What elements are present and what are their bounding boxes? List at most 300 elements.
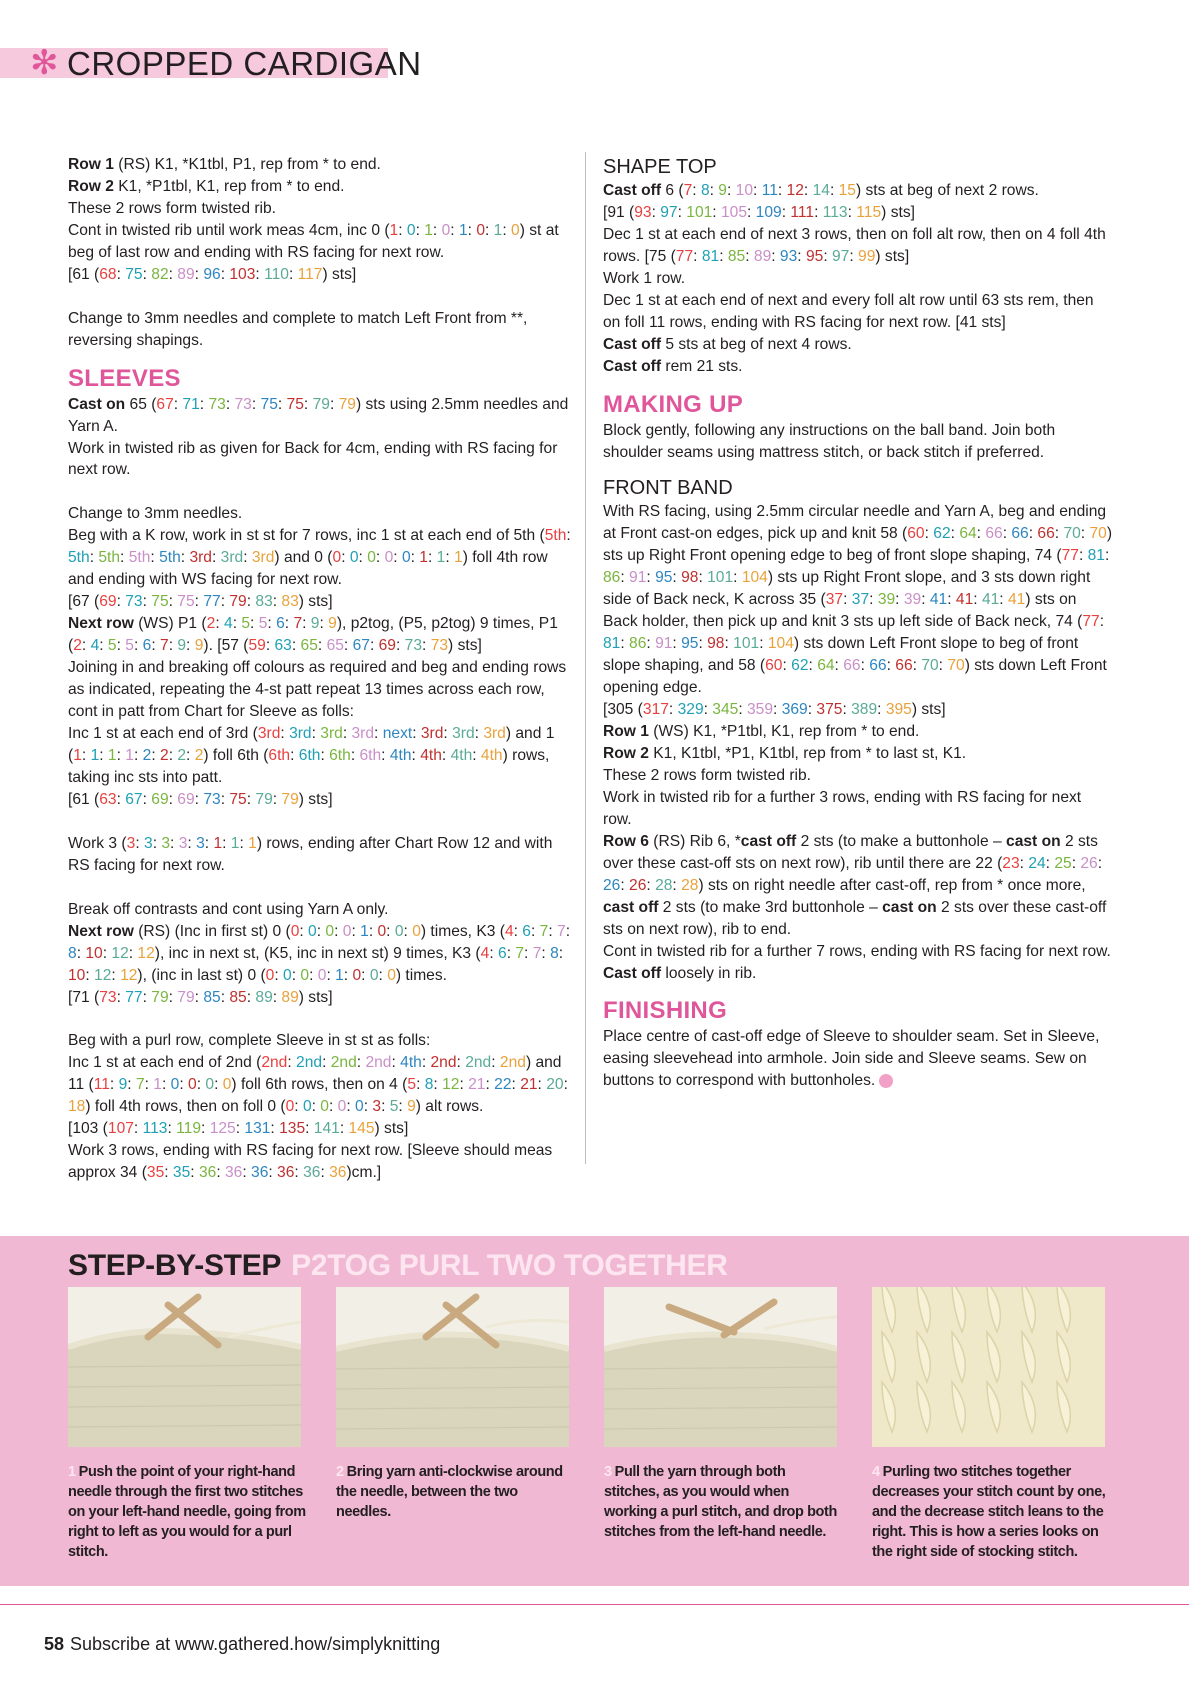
text-run: : xyxy=(204,834,214,852)
size-value: 98 xyxy=(707,635,725,653)
text-run: ) rows, taking inc sts into patt. xyxy=(68,746,550,786)
text-run: : xyxy=(284,615,294,633)
size-value: 113 xyxy=(142,1120,168,1138)
size-value: 0 xyxy=(308,922,317,940)
text-run: : xyxy=(773,701,782,719)
text-run: : xyxy=(456,1054,466,1072)
text-run: ) sts using 2.5mm needles and Yarn A. xyxy=(68,395,569,435)
size-value: 89 xyxy=(753,247,772,265)
size-value: 82 xyxy=(151,265,169,283)
text-run: : xyxy=(343,637,353,655)
text-run: : xyxy=(450,221,459,239)
text-run: : xyxy=(168,790,178,808)
pattern-line xyxy=(68,613,573,657)
size-value: 28 xyxy=(681,876,699,894)
text-run: : xyxy=(698,635,708,653)
size-value: 85 xyxy=(727,247,746,265)
text-run: Dec 1 st at each end of next 3 rows, then on foll alt row, then on 4 foll 4th rows. [75 ( xyxy=(603,225,1106,265)
pattern-line xyxy=(603,202,1113,224)
text-run: : xyxy=(672,569,682,587)
text-run: : xyxy=(343,966,353,984)
size-value: 59 xyxy=(248,637,266,655)
size-value: 0 xyxy=(394,922,404,940)
text-run: : xyxy=(677,203,687,221)
size-value: 3rd xyxy=(452,724,475,742)
text-run: : xyxy=(320,1164,330,1182)
text-run: : xyxy=(976,525,986,543)
size-value: 7 xyxy=(683,182,693,199)
pattern-paragraph xyxy=(603,501,1113,984)
text-run: : xyxy=(782,657,792,675)
size-value: 2nd xyxy=(465,1054,492,1072)
text-run: ) sts] xyxy=(298,790,333,808)
text-run: : xyxy=(116,265,126,283)
text-run: : xyxy=(709,182,719,199)
pattern-line xyxy=(68,1030,573,1052)
text-run: (RS) (Inc in first st) 0 ( xyxy=(133,922,291,940)
text-run: : xyxy=(445,549,455,567)
text-run: : xyxy=(142,265,152,283)
text-run: : xyxy=(328,1098,338,1116)
pattern-line xyxy=(603,356,1113,378)
text-run: : xyxy=(291,966,301,984)
text-run: : xyxy=(753,182,762,199)
text-run: : xyxy=(869,591,878,609)
size-value: 85 xyxy=(203,988,221,1006)
pattern-line xyxy=(68,503,573,525)
bold-term: cast off xyxy=(603,898,659,916)
size-value: 395 xyxy=(885,701,912,719)
text-run: : xyxy=(133,746,143,764)
pattern-line xyxy=(68,198,573,220)
subscribe-link[interactable]: Subscribe at www.gathered.how/simplyknitting xyxy=(70,1634,441,1654)
text-run: Cont in twisted rib for a further 7 rows, ending with RS facing for next row. xyxy=(603,942,1111,960)
text-run: : xyxy=(350,746,360,764)
size-value: 4 xyxy=(90,637,100,655)
text-run: : xyxy=(316,922,326,940)
size-value: 12 xyxy=(120,966,138,984)
size-value: 73 xyxy=(404,637,423,655)
size-value: 1 xyxy=(454,549,463,567)
text-run: : xyxy=(342,724,352,742)
text-run: 65 ( xyxy=(125,395,157,413)
text-run: : xyxy=(808,657,818,675)
text-run: : xyxy=(651,203,661,221)
pattern-line xyxy=(68,154,573,176)
text-run: : xyxy=(194,265,204,283)
pattern-line xyxy=(603,831,1113,941)
text-run: : xyxy=(111,966,121,984)
text-run: : xyxy=(322,1054,331,1072)
text-run: : xyxy=(938,657,948,675)
pattern-paragraph xyxy=(603,420,1113,464)
pattern-line xyxy=(603,941,1113,963)
text-run: : xyxy=(646,635,656,653)
text-run: : xyxy=(733,569,742,587)
size-value: 69 xyxy=(378,637,396,655)
text-run: : xyxy=(412,724,421,742)
step-photo-1 xyxy=(68,1287,301,1447)
text-run: : xyxy=(738,701,747,719)
text-run: : xyxy=(1045,854,1055,872)
size-value: 97 xyxy=(831,247,850,265)
text-run: : xyxy=(1002,525,1012,543)
size-value: 3 xyxy=(372,1098,382,1116)
text-run: : xyxy=(164,1164,173,1182)
size-value: 35 xyxy=(146,1164,165,1182)
pattern-line xyxy=(68,308,573,352)
pattern-line xyxy=(603,290,1113,334)
size-value: 9 xyxy=(718,182,727,199)
text-run: : xyxy=(341,549,350,567)
size-value: 79 xyxy=(151,988,169,1006)
size-value: 69 xyxy=(151,790,169,808)
text-run: : xyxy=(563,1076,568,1094)
size-value: 66 xyxy=(985,525,1003,543)
text-run: : xyxy=(272,593,282,611)
size-value: 24 xyxy=(1028,854,1046,872)
step-by-step-label: STEP-BY-STEP xyxy=(68,1249,282,1282)
text-run: : xyxy=(201,1120,210,1138)
text-run: : xyxy=(194,593,204,611)
size-value: 1 xyxy=(389,221,399,239)
text-run: : xyxy=(1019,854,1029,872)
size-value: 0 xyxy=(384,549,394,567)
pattern-line xyxy=(68,264,573,286)
text-run: Change to 3mm needles. xyxy=(68,505,243,523)
text-run: : xyxy=(620,635,630,653)
text-run: ) sts] xyxy=(298,988,333,1006)
size-value: 4 xyxy=(224,615,233,633)
text-run: [103 ( xyxy=(68,1120,108,1138)
text-run: : xyxy=(346,1098,356,1116)
bold-term: Next row xyxy=(68,615,134,633)
size-value: 0 xyxy=(349,549,359,567)
text-run: : xyxy=(530,922,540,940)
text-run: [61 ( xyxy=(68,265,100,283)
size-value: 1 xyxy=(230,834,240,852)
bold-term: Cast off xyxy=(603,964,662,982)
size-value: 4th xyxy=(450,746,473,764)
text-run: : xyxy=(973,591,982,609)
text-run: : xyxy=(168,593,178,611)
size-value: 86 xyxy=(603,569,621,587)
size-value: 1 xyxy=(90,746,100,764)
text-run: : xyxy=(877,701,886,719)
text-run: : xyxy=(152,834,162,852)
text-run: : xyxy=(524,944,533,962)
text-run: : xyxy=(246,593,256,611)
size-value: 0 xyxy=(342,922,352,940)
size-value: 0 xyxy=(290,922,300,940)
size-value: 2 xyxy=(206,615,216,633)
size-value: 12 xyxy=(137,944,155,962)
text-run: : xyxy=(485,1076,495,1094)
size-value: 36 xyxy=(329,1164,347,1182)
size-value: 22 xyxy=(494,1076,512,1094)
text-run: : xyxy=(187,834,197,852)
pattern-paragraph xyxy=(68,308,573,352)
text-run: : xyxy=(116,988,126,1006)
size-value: 3rd xyxy=(251,549,275,567)
text-run: : xyxy=(102,944,112,962)
text-run: : xyxy=(950,525,960,543)
size-value: 12 xyxy=(94,966,112,984)
size-value: 0 xyxy=(412,922,421,940)
bold-term: cast on xyxy=(882,898,937,916)
text-run: [91 ( xyxy=(603,203,635,221)
text-run: : xyxy=(558,944,564,962)
text-run: : xyxy=(759,635,768,653)
flower-asterisk-icon: ✻ xyxy=(30,43,59,83)
text-run: ), p2tog, (P5, p2tog) 9 times, P1 ( xyxy=(68,615,558,655)
size-value: 79 xyxy=(229,593,247,611)
text-run: : xyxy=(99,637,108,655)
text-run: : xyxy=(771,247,780,265)
text-run: 6 ( xyxy=(661,182,684,199)
text-run: : xyxy=(222,834,231,852)
text-run: : xyxy=(391,1054,401,1072)
pattern-line xyxy=(68,394,573,438)
text-run: : xyxy=(441,746,451,764)
size-value: 93 xyxy=(634,203,652,221)
text-run: : xyxy=(834,657,844,675)
size-value: 64 xyxy=(817,657,835,675)
size-value: 99 xyxy=(858,247,876,265)
text-run: : xyxy=(823,247,832,265)
text-run: : xyxy=(250,615,259,633)
size-value: 1 xyxy=(436,549,446,567)
text-run: : xyxy=(1071,854,1081,872)
text-run: : xyxy=(411,746,421,764)
text-run: : xyxy=(386,922,395,940)
size-value: 6th xyxy=(359,746,382,764)
text-run: ), inc in next st, (K5, inc in next st) 9 times, K3 ( xyxy=(154,944,481,962)
text-run: : xyxy=(797,247,806,265)
step-caption-1 xyxy=(68,1462,308,1562)
size-value: 141 xyxy=(313,1120,340,1138)
text-run: : xyxy=(168,265,178,283)
size-value: 7 xyxy=(557,922,566,940)
size-value: 7 xyxy=(293,615,303,633)
text-run: : xyxy=(268,1164,278,1182)
text-run: ) sts down Left Front opening edge. xyxy=(603,657,1107,697)
size-value: 1 xyxy=(153,1076,162,1094)
size-value: 6 xyxy=(498,944,507,962)
bold-term: Row 6 xyxy=(603,832,649,850)
size-value: 85 xyxy=(229,988,247,1006)
text-run: : xyxy=(921,591,930,609)
step-text: Purling two stitches together decreases your stitch count by one, and the decrease stitch leans to the right. This is how a series looks on the right side of stocking stitch. xyxy=(872,1464,1106,1560)
text-run: rem 21 sts. xyxy=(661,357,743,375)
size-value: 4 xyxy=(504,922,514,940)
size-value: 6th xyxy=(298,746,321,764)
text-run: : xyxy=(303,395,313,413)
size-value: 65 xyxy=(300,637,318,655)
text-run: [61 ( xyxy=(68,790,100,808)
size-value: 81 xyxy=(701,247,720,265)
text-run: : xyxy=(427,549,437,567)
text-run: : xyxy=(128,944,138,962)
size-value: 125 xyxy=(209,1120,236,1138)
pattern-line xyxy=(68,591,573,613)
size-value: 3rd xyxy=(289,724,312,742)
size-value: 5 xyxy=(241,615,251,633)
text-run: : xyxy=(246,988,256,1006)
text-run: : xyxy=(829,182,839,199)
size-value: 70 xyxy=(1063,525,1081,543)
text-run: : xyxy=(85,966,95,984)
section-heading-finishing: FINISHING xyxy=(603,997,728,1025)
size-value: 4th xyxy=(389,746,412,764)
text-run: : xyxy=(777,182,787,199)
text-run: : xyxy=(133,1120,143,1138)
text-run: Cont in twisted rib until work meas 4cm, inc 0 ( xyxy=(68,221,390,239)
text-run: These 2 rows form twisted rib. xyxy=(68,199,276,217)
size-value: 0 xyxy=(511,221,520,239)
text-run: : xyxy=(142,593,152,611)
text-run: : xyxy=(216,1164,225,1182)
text-run: : xyxy=(246,790,256,808)
size-value: 39 xyxy=(877,591,896,609)
text-run: 2 sts (to make a buttonhole – xyxy=(796,832,1007,850)
text-run: 2 sts over these cast-off sts on next row), rib to end. xyxy=(603,898,1107,938)
size-value: 36 xyxy=(251,1164,269,1182)
size-value: 5 xyxy=(407,1076,417,1094)
text-run: : xyxy=(421,1054,431,1072)
text-run: : xyxy=(489,944,498,962)
size-value: 67 xyxy=(125,790,143,808)
size-value: 0 xyxy=(285,1098,295,1116)
text-run: K1, *P1tbl, K1, rep from * to end. xyxy=(113,177,345,195)
text-run: : xyxy=(116,790,126,808)
size-value: 41 xyxy=(981,591,1000,609)
text-run: : xyxy=(116,593,126,611)
size-value: 25 xyxy=(1054,854,1072,872)
pattern-line xyxy=(68,438,573,482)
size-value: 135 xyxy=(279,1120,306,1138)
pattern-paragraph xyxy=(603,1026,1113,1092)
text-run: : xyxy=(781,203,791,221)
text-run: : xyxy=(190,1164,199,1182)
bold-term: Next row xyxy=(68,922,134,940)
size-value: 6th xyxy=(268,746,291,764)
size-value: 2 xyxy=(177,746,187,764)
text-run: : xyxy=(646,569,656,587)
size-value: 21 xyxy=(520,1076,538,1094)
size-value: 1 xyxy=(125,746,134,764)
step-caption-3 xyxy=(604,1462,844,1542)
bold-term: Row 2 xyxy=(603,744,649,762)
size-value: 89 xyxy=(255,988,273,1006)
pattern-line xyxy=(603,268,1113,290)
step-text: Push the point of your right-hand needle through the first two stitches on your left-hand needle, going from right to left as you would for a purl stitch. xyxy=(68,1464,306,1560)
text-run: : xyxy=(467,221,477,239)
size-value: 0 xyxy=(401,549,411,567)
size-value: 3 xyxy=(161,834,171,852)
text-run: : xyxy=(287,1054,297,1072)
size-value: 0 xyxy=(377,922,387,940)
text-run: ), (inc in last st) 0 ( xyxy=(137,966,266,984)
size-value: 83 xyxy=(281,593,299,611)
pattern-line xyxy=(603,963,1113,985)
step-number: 4 xyxy=(872,1464,880,1480)
step-text: Bring yarn anti-clockwise around the needle, between the two needles. xyxy=(336,1464,563,1520)
text-run: ) sts on Back holder, then pick up and knit 3 sts up left side of Back neck, 74 ( xyxy=(603,591,1083,631)
text-run: : xyxy=(311,724,321,742)
pattern-paragraph xyxy=(68,1030,573,1184)
text-run: : xyxy=(173,395,183,413)
size-value: 1 xyxy=(107,746,117,764)
size-value: 75 xyxy=(151,593,169,611)
bold-term: Cast on xyxy=(68,395,126,413)
size-value: 96 xyxy=(203,265,221,283)
size-value: 8 xyxy=(700,182,710,199)
text-run: (WS) K1, *P1tbl, K1, rep from * to end. xyxy=(648,723,920,741)
text-run: Change to 3mm needles and complete to match Left Front from **, reversing shapings. xyxy=(68,309,528,349)
text-run: ) foll 4th row and ending with WS facing for next row. xyxy=(68,549,548,589)
size-value: 70 xyxy=(947,657,965,675)
size-value: 62 xyxy=(933,525,951,543)
size-value: 36 xyxy=(198,1164,217,1182)
size-value: 79 xyxy=(338,395,356,413)
size-value: 101 xyxy=(686,203,713,221)
text-run: ) times. xyxy=(395,966,447,984)
size-value: 3rd xyxy=(420,724,444,742)
text-run: : xyxy=(620,876,630,894)
text-run: : xyxy=(403,922,413,940)
pattern-line xyxy=(68,899,573,921)
size-value: 95 xyxy=(655,569,673,587)
size-value: 9 xyxy=(407,1098,416,1116)
size-value: 8 xyxy=(424,1076,434,1094)
text-run: : xyxy=(339,1120,349,1138)
text-run: : xyxy=(924,525,934,543)
text-run: : xyxy=(168,637,178,655)
text-run: : xyxy=(76,944,86,962)
size-value: 63 xyxy=(274,637,292,655)
size-value: 77 xyxy=(125,988,143,1006)
size-value: 0 xyxy=(387,966,396,984)
text-run: : xyxy=(99,746,108,764)
text-run: : xyxy=(395,637,405,655)
page-title: CROPPED CARDIGAN xyxy=(67,45,422,82)
text-run: : xyxy=(886,657,896,675)
size-value: 111 xyxy=(790,203,815,221)
text-run: ) sts] xyxy=(881,203,915,221)
size-value: 104 xyxy=(767,635,794,653)
text-run: : xyxy=(860,657,870,675)
size-value: 2nd xyxy=(261,1054,288,1072)
size-value: 63 xyxy=(99,790,117,808)
text-run: Work 3 ( xyxy=(68,834,127,852)
size-value: 317 xyxy=(642,701,669,719)
size-value: 89 xyxy=(281,988,299,1006)
size-value: 98 xyxy=(681,569,699,587)
step-number: 2 xyxy=(336,1464,344,1480)
size-value: 36 xyxy=(303,1164,321,1182)
text-run: : xyxy=(947,591,956,609)
size-value: 67 xyxy=(156,395,174,413)
text-run: : xyxy=(235,1120,245,1138)
text-run: : xyxy=(415,221,425,239)
text-run: : xyxy=(291,637,301,655)
text-run: ) sts] xyxy=(448,637,482,655)
step-number: 3 xyxy=(604,1464,612,1480)
text-run: : xyxy=(378,966,388,984)
text-run: ) sts] xyxy=(322,265,357,283)
text-run: : xyxy=(220,790,230,808)
